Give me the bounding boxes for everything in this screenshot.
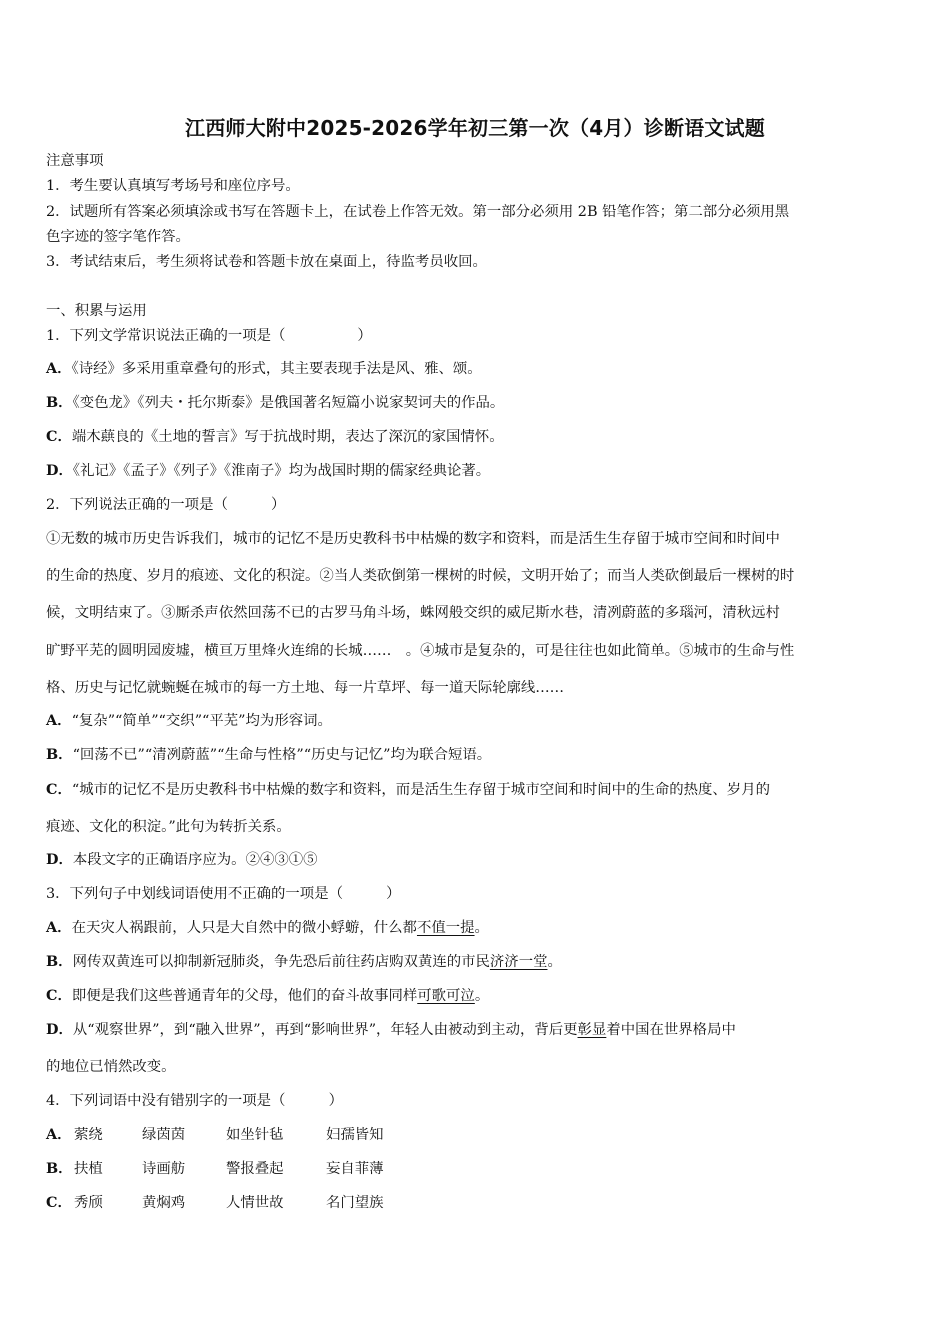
option-text: 。 [474, 920, 489, 936]
option-label: B． [46, 394, 73, 411]
option [46, 918, 908, 938]
passage-line: ①无数的城市历史告诉我们，城市的记忆不是历史教科书中枯燥的数字和资料，而是活生生存留于城市空间和时间中 [46, 531, 780, 547]
notice-item: 1．考生要认真填写考场号和座位序号。 [46, 178, 300, 194]
word: 如坐针毡 [226, 1127, 284, 1143]
option-label: B． [46, 953, 73, 970]
option-text: 。 [474, 988, 490, 1004]
option-label: C． [46, 1194, 72, 1211]
underlined-phrase: 彰显 [577, 1022, 607, 1038]
option-text: “城市的记忆不是历史教科书中枯燥的数字和资料，而是活生生存留于城市空间和时间中的生命的热度、岁月的 [71, 782, 770, 798]
word: 名门望族 [326, 1195, 384, 1211]
exam-title: 江西师大附中2025-2026学年初三第一次（4月）诊断语文试题 [185, 116, 765, 140]
underlined-phrase: 不值一提 [416, 920, 475, 936]
notice-heading: 注意事项 [46, 153, 104, 169]
option-label: D． [46, 1021, 73, 1038]
option [46, 359, 908, 379]
option-text: 。 [547, 954, 562, 970]
option-label: C． [46, 987, 72, 1004]
word: 扶植 [74, 1161, 103, 1177]
passage-line: 格、历史与记忆就蜿蜒在城市的每一方土地、每一片草坪、每一道天际轮廓线…… [46, 680, 565, 696]
option-text: “复杂”“简单”“交织”“平芜”均为形容词。 [71, 713, 332, 729]
option-text: 从“观察世界”，到“融入世界”，再到“影响世界”，年轻人由被动到主动，背后更 [72, 1022, 578, 1038]
word: 妄自菲薄 [326, 1161, 384, 1177]
passage-line: 的生命的热度、岁月的痕迹、文化的积淀。②当人类砍倒第一棵树的时候，文明开始了；而当人类砍倒最后一棵树的时 [46, 568, 795, 584]
option-text: 即便是我们这些普通青年的父母，他们的奋斗故事同样 [71, 988, 418, 1004]
option [46, 711, 908, 731]
passage-line: 候，文明结束了。③厮杀声依然回荡不已的古罗马角斗场，蛛网般交织的威尼斯水巷，清冽蔚蓝的多瑙河，清秋远村 [46, 605, 780, 621]
notice-item: 色字迹的签字笔作答。 [46, 229, 190, 245]
option-continuation: 痕迹、文化的积淀。”此句为转折关系。 [46, 819, 291, 835]
option-label: D． [46, 462, 73, 479]
option [46, 427, 908, 447]
option [46, 952, 908, 972]
word: 秀颀 [74, 1195, 103, 1211]
option-text: 着中国在世界格局中 [606, 1022, 736, 1038]
underlined-phrase: 可歌可泣 [417, 988, 475, 1004]
option-label: A． [46, 712, 72, 729]
option-text: “回荡不已”“清冽蔚蓝”“生命与性格”“历史与记忆”均为联合短语。 [72, 747, 492, 763]
option-text: 《诗经》多采用重章叠句的形式，其主要表现手法是风、雅、颂。 [71, 361, 482, 377]
section-heading: 一、积累与运用 [46, 303, 147, 319]
word: 诗画舫 [142, 1161, 186, 1177]
option [46, 393, 908, 413]
word: 妇孺皆知 [326, 1127, 384, 1143]
option-text: 《变色龙》《列夫・托尔斯泰》是俄国著名短篇小说家契诃夫的作品。 [72, 395, 505, 411]
notice-item: 2．试题所有答案必须填涂或书写在答题卡上，在试卷上作答无效。第一部分必须用 2B 铅笔作答；第二部分必须用黑 [46, 204, 790, 220]
option-text: 本段文字的正确语序应为。②④③①⑤ [72, 852, 318, 868]
question-stem: 2．下列说法正确的一项是（ ） [46, 497, 286, 513]
option-label: A． [46, 1126, 72, 1143]
option [46, 986, 908, 1006]
question-stem: 3．下列句子中划线词语使用不正确的一项是（ ） [46, 886, 401, 902]
passage-line: 旷野平芜的圆明园废墟，横亘万里烽火连绵的长城…… 。④城市是复杂的，可是往往也如此简单。⑤城市的生命与性 [46, 643, 795, 659]
underlined-phrase: 济济一堂 [489, 954, 548, 970]
word: 绿茵茵 [142, 1127, 186, 1143]
option [46, 745, 908, 765]
option-label: C． [46, 428, 72, 445]
option-label: B． [46, 746, 73, 763]
option [46, 1193, 908, 1213]
notice-item: 3．考试结束后，考生须将试卷和答题卡放在桌面上，待监考员收回。 [46, 254, 487, 270]
option-label: A． [46, 360, 72, 377]
option-text: 网传双黄连可以抑制新冠肺炎，争先恐后前往药店购双黄连的市民 [72, 954, 490, 970]
word: 警报叠起 [226, 1161, 284, 1177]
option-text: 端木蕻良的《土地的誓言》写于抗战时期，表达了深沉的家国情怀。 [71, 429, 504, 445]
option-text: 在天灾人祸跟前，人只是大自然中的微小蜉蝣，什么都 [71, 920, 417, 936]
option [46, 850, 908, 870]
option-continuation: 的地位已悄然改变。 [46, 1059, 176, 1075]
option-text: 《礼记》《孟子》《列子》《淮南子》均为战国时期的儒家经典论著。 [72, 463, 491, 479]
option [46, 780, 908, 800]
option [46, 1020, 908, 1040]
option [46, 1125, 908, 1145]
word: 人情世故 [226, 1195, 284, 1211]
option-label: D． [46, 851, 73, 868]
option-label: B． [46, 1160, 73, 1177]
option [46, 461, 908, 481]
word: 萦绕 [74, 1127, 103, 1143]
option-label: C． [46, 781, 72, 798]
option-label: A． [46, 919, 72, 936]
option [46, 1159, 908, 1179]
question-stem: 4．下列词语中没有错别字的一项是（ ） [46, 1093, 343, 1109]
word: 黄焖鸡 [142, 1195, 186, 1211]
question-stem: 1．下列文学常识说法正确的一项是（ ） [46, 328, 372, 344]
